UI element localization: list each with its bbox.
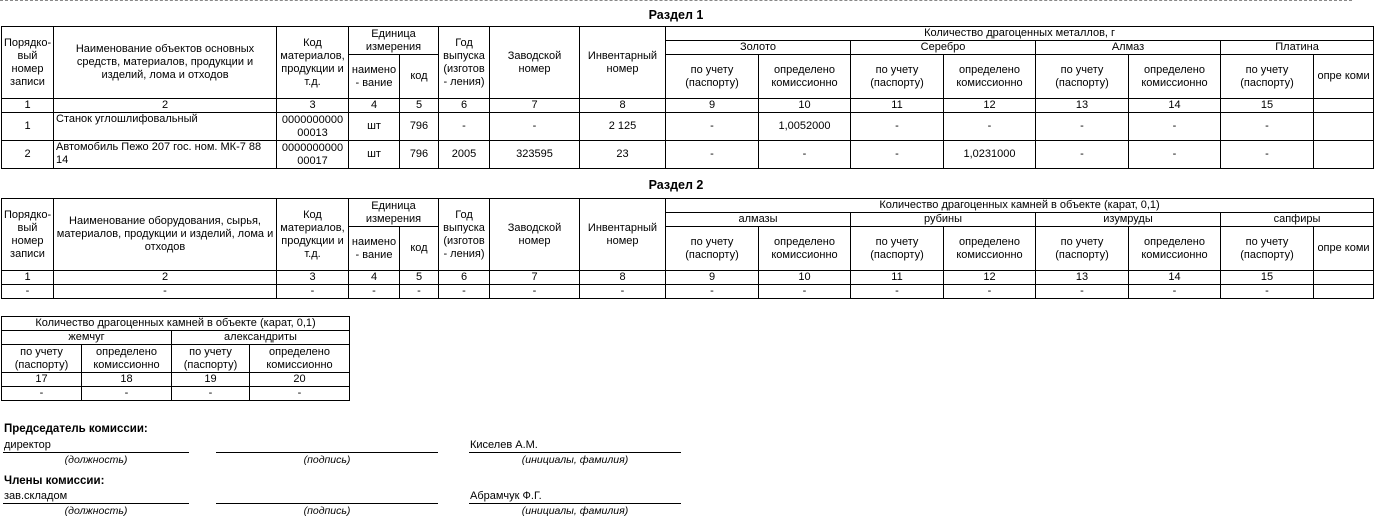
- by-passport-header: по учету (паспорту): [1221, 55, 1314, 99]
- col-inventory-header: Инвентарный номер: [580, 199, 666, 271]
- column-numbers-row: [2, 271, 1374, 285]
- group-diamonds: алмазы: [666, 213, 851, 227]
- cell-inventory: 23: [580, 141, 666, 169]
- unit-name-header: наимено - вание: [349, 227, 400, 271]
- cell-value: -: [400, 285, 439, 299]
- table-row: [2, 141, 1374, 169]
- cell-serial: -: [490, 113, 580, 141]
- col-inventory-header: Инвентарный номер: [580, 27, 666, 99]
- members-title: Члены комиссии:: [4, 475, 105, 487]
- col-num: 8: [580, 271, 666, 285]
- group-diamond: Алмаз: [1036, 41, 1221, 55]
- stones-extra-table: [1, 316, 350, 401]
- cell-name: Станок углошлифовальный: [54, 113, 277, 141]
- by-passport-header: по учету (паспорту): [2, 345, 82, 373]
- cell-unit-name: шт: [349, 141, 400, 169]
- by-passport-header: по учету (паспорту): [1221, 227, 1314, 271]
- group-platinum: Платина: [1221, 41, 1374, 55]
- by-passport-header: по учету (паспорту): [851, 55, 944, 99]
- cell-value: -: [82, 387, 172, 401]
- col-num: 2: [54, 271, 277, 285]
- col-num: 12: [944, 271, 1036, 285]
- chair-name: Киселев А.М.: [470, 439, 538, 451]
- caption-position: (должность): [64, 505, 128, 517]
- col-num: 3: [277, 271, 349, 285]
- cell-value: -: [1036, 285, 1129, 299]
- col-name-header: Наименование оборудования, сырья, материалов, продукции и изделий, лома и отходов: [54, 199, 277, 271]
- cell-value: -: [666, 285, 759, 299]
- cell-name: Автомобиль Пежо 207 гос. ном. МК-7 88 14: [54, 141, 277, 169]
- by-passport-header: по учету (паспорту): [1036, 55, 1129, 99]
- cell-value: -: [277, 285, 349, 299]
- col-num: 5: [400, 99, 439, 113]
- col-num: 2: [54, 99, 277, 113]
- col-num: 15: [1221, 271, 1314, 285]
- unit-name-header: наимено - вание: [349, 55, 400, 99]
- column-numbers-row: [2, 99, 1374, 113]
- cell-value: [1314, 113, 1374, 141]
- col-num: 1: [2, 99, 54, 113]
- col-num: [1314, 99, 1374, 113]
- by-passport-header: по учету (паспорту): [666, 227, 759, 271]
- cell-value: -: [851, 285, 944, 299]
- chair-title: Председатель комиссии:: [4, 423, 148, 435]
- col-num: 17: [2, 373, 82, 387]
- col-num: 4: [349, 99, 400, 113]
- cell-value: -: [1221, 285, 1314, 299]
- by-passport-header: по учету (паспорту): [172, 345, 250, 373]
- cell-value: -: [1221, 141, 1314, 169]
- col-unit-header: Единица измерения: [349, 27, 439, 55]
- cell-code: 000000000000017: [277, 141, 349, 169]
- cell-order: 2: [2, 141, 54, 169]
- col-num: 11: [851, 271, 944, 285]
- by-commission-header: определено комиссионно: [250, 345, 350, 373]
- col-num: [1314, 271, 1374, 285]
- col-num: 1: [2, 271, 54, 285]
- cell-inventory: 2 125: [580, 113, 666, 141]
- col-num: 7: [490, 99, 580, 113]
- cell-value: -: [944, 113, 1036, 141]
- cell-value: [1314, 141, 1374, 169]
- col-code-header: Код материалов, продукции и т.д.: [277, 199, 349, 271]
- cell-value: -: [1036, 113, 1129, 141]
- group-rubies: рубины: [851, 213, 1036, 227]
- cell-value: -: [1221, 113, 1314, 141]
- col-num: 6: [439, 99, 490, 113]
- member-signature-line: [216, 490, 438, 504]
- cell-value: -: [1129, 113, 1221, 141]
- cell-value: -: [944, 285, 1036, 299]
- by-passport-header: по учету (паспорту): [1036, 227, 1129, 271]
- cell-value: -: [759, 141, 851, 169]
- cell-order: 1: [2, 113, 54, 141]
- unit-code-header: код: [400, 55, 439, 99]
- cell-value: -: [250, 387, 350, 401]
- col-num: 3: [277, 99, 349, 113]
- col-num: 8: [580, 99, 666, 113]
- cell-value: -: [1129, 285, 1221, 299]
- cell-year: 2005: [439, 141, 490, 169]
- chair-signature-line: [216, 439, 438, 453]
- by-commission-header: определено комиссионно: [1129, 227, 1221, 271]
- member-name: Абрамчук Ф.Г.: [470, 490, 542, 502]
- cell-value: -: [851, 141, 944, 169]
- cell-value: -: [666, 141, 759, 169]
- group-silver: Серебро: [851, 41, 1036, 55]
- col-num: 11: [851, 99, 944, 113]
- by-commission-header-cut: опре коми: [1314, 227, 1374, 271]
- col-num: 14: [1129, 99, 1221, 113]
- cell-value: -: [759, 285, 851, 299]
- cell-value: -: [666, 113, 759, 141]
- by-passport-header: по учету (паспорту): [851, 227, 944, 271]
- cell-value: -: [1036, 141, 1129, 169]
- by-commission-header: определено комиссионно: [1129, 55, 1221, 99]
- cell-value: 1,0052000: [759, 113, 851, 141]
- cell-value: -: [349, 285, 400, 299]
- by-commission-header: определено комиссионно: [82, 345, 172, 373]
- col-num: 10: [759, 99, 851, 113]
- col-num: 19: [172, 373, 250, 387]
- col-num: 18: [82, 373, 172, 387]
- page-top-border: [0, 0, 1352, 1]
- by-commission-header: определено комиссионно: [944, 227, 1036, 271]
- group-alexandrites: александриты: [172, 331, 350, 345]
- col-year-header: Год выпуска (изготов - ления): [439, 199, 490, 271]
- col-num: 13: [1036, 271, 1129, 285]
- cell-year: -: [439, 113, 490, 141]
- table-row: [2, 285, 1374, 299]
- col-num: 14: [1129, 271, 1221, 285]
- col-num: 9: [666, 271, 759, 285]
- cell-code: 000000000000013: [277, 113, 349, 141]
- group-sapphires: сапфиры: [1221, 213, 1374, 227]
- col-serial-header: Заводской номер: [490, 27, 580, 99]
- by-commission-header-cut: опре коми: [1314, 55, 1374, 99]
- unit-code-header: код: [400, 227, 439, 271]
- col-order-header: Порядко-вый номер записи: [2, 27, 54, 99]
- member-position: зав.складом: [4, 490, 68, 502]
- by-passport-header: по учету (паспорту): [666, 55, 759, 99]
- col-name-header: Наименование объектов основных средств, материалов, продукции и изделий, лома и отходов: [54, 27, 277, 99]
- section-2-title: Раздел 2: [648, 178, 704, 192]
- cell-value: -: [851, 113, 944, 141]
- col-num: 4: [349, 271, 400, 285]
- col-num: 6: [439, 271, 490, 285]
- cell-value: -: [2, 285, 54, 299]
- col-num: 9: [666, 99, 759, 113]
- col-num: 20: [250, 373, 350, 387]
- cell-value: -: [439, 285, 490, 299]
- col-num: 13: [1036, 99, 1129, 113]
- by-commission-header: определено комиссионно: [759, 227, 851, 271]
- section-2-table: [1, 198, 1374, 299]
- cell-value: -: [1129, 141, 1221, 169]
- cell-value: -: [2, 387, 82, 401]
- group-emeralds: изумруды: [1036, 213, 1221, 227]
- cell-unit-code: 796: [400, 141, 439, 169]
- col-year-header: Год выпуска (изготов - ления): [439, 27, 490, 99]
- cell-value: -: [54, 285, 277, 299]
- col-unit-header: Единица измерения: [349, 199, 439, 227]
- col-num: 10: [759, 271, 851, 285]
- caption-name: (инициалы, фамилия): [521, 454, 629, 466]
- section-1-table: [1, 26, 1374, 169]
- table-row: [2, 113, 1374, 141]
- caption-signature: (подпись): [303, 505, 351, 517]
- col-order-header: Порядко-вый номер записи: [2, 199, 54, 271]
- chair-position: директор: [4, 439, 51, 451]
- col-serial-header: Заводской номер: [490, 199, 580, 271]
- section-1-title: Раздел 1: [648, 8, 704, 22]
- col-code-header: Код материалов, продукции и т.д.: [277, 27, 349, 99]
- col-num: 5: [400, 271, 439, 285]
- cell-value: 1,0231000: [944, 141, 1036, 169]
- cell-unit-name: шт: [349, 113, 400, 141]
- col-num: 7: [490, 271, 580, 285]
- group-gold: Золото: [666, 41, 851, 55]
- column-numbers-row: [2, 373, 350, 387]
- caption-name: (инициалы, фамилия): [521, 505, 629, 517]
- stones-qty-header: Количество драгоценных камней в объекте (карат, 0,1): [666, 199, 1374, 213]
- stones-qty-header: Количество драгоценных камней в объекте (карат, 0,1): [2, 317, 350, 331]
- cell-serial: 323595: [490, 141, 580, 169]
- caption-signature: (подпись): [303, 454, 351, 466]
- cell-value: -: [490, 285, 580, 299]
- col-num: 15: [1221, 99, 1314, 113]
- caption-position: (должность): [64, 454, 128, 466]
- by-commission-header: определено комиссионно: [759, 55, 851, 99]
- cell-value: -: [172, 387, 250, 401]
- metals-qty-header: Количество драгоценных металлов, г: [666, 27, 1374, 41]
- cell-value: -: [580, 285, 666, 299]
- cell-value: [1314, 285, 1374, 299]
- table-row: [2, 387, 350, 401]
- by-commission-header: определено комиссионно: [944, 55, 1036, 99]
- cell-unit-code: 796: [400, 113, 439, 141]
- group-pearls: жемчуг: [2, 331, 172, 345]
- col-num: 12: [944, 99, 1036, 113]
